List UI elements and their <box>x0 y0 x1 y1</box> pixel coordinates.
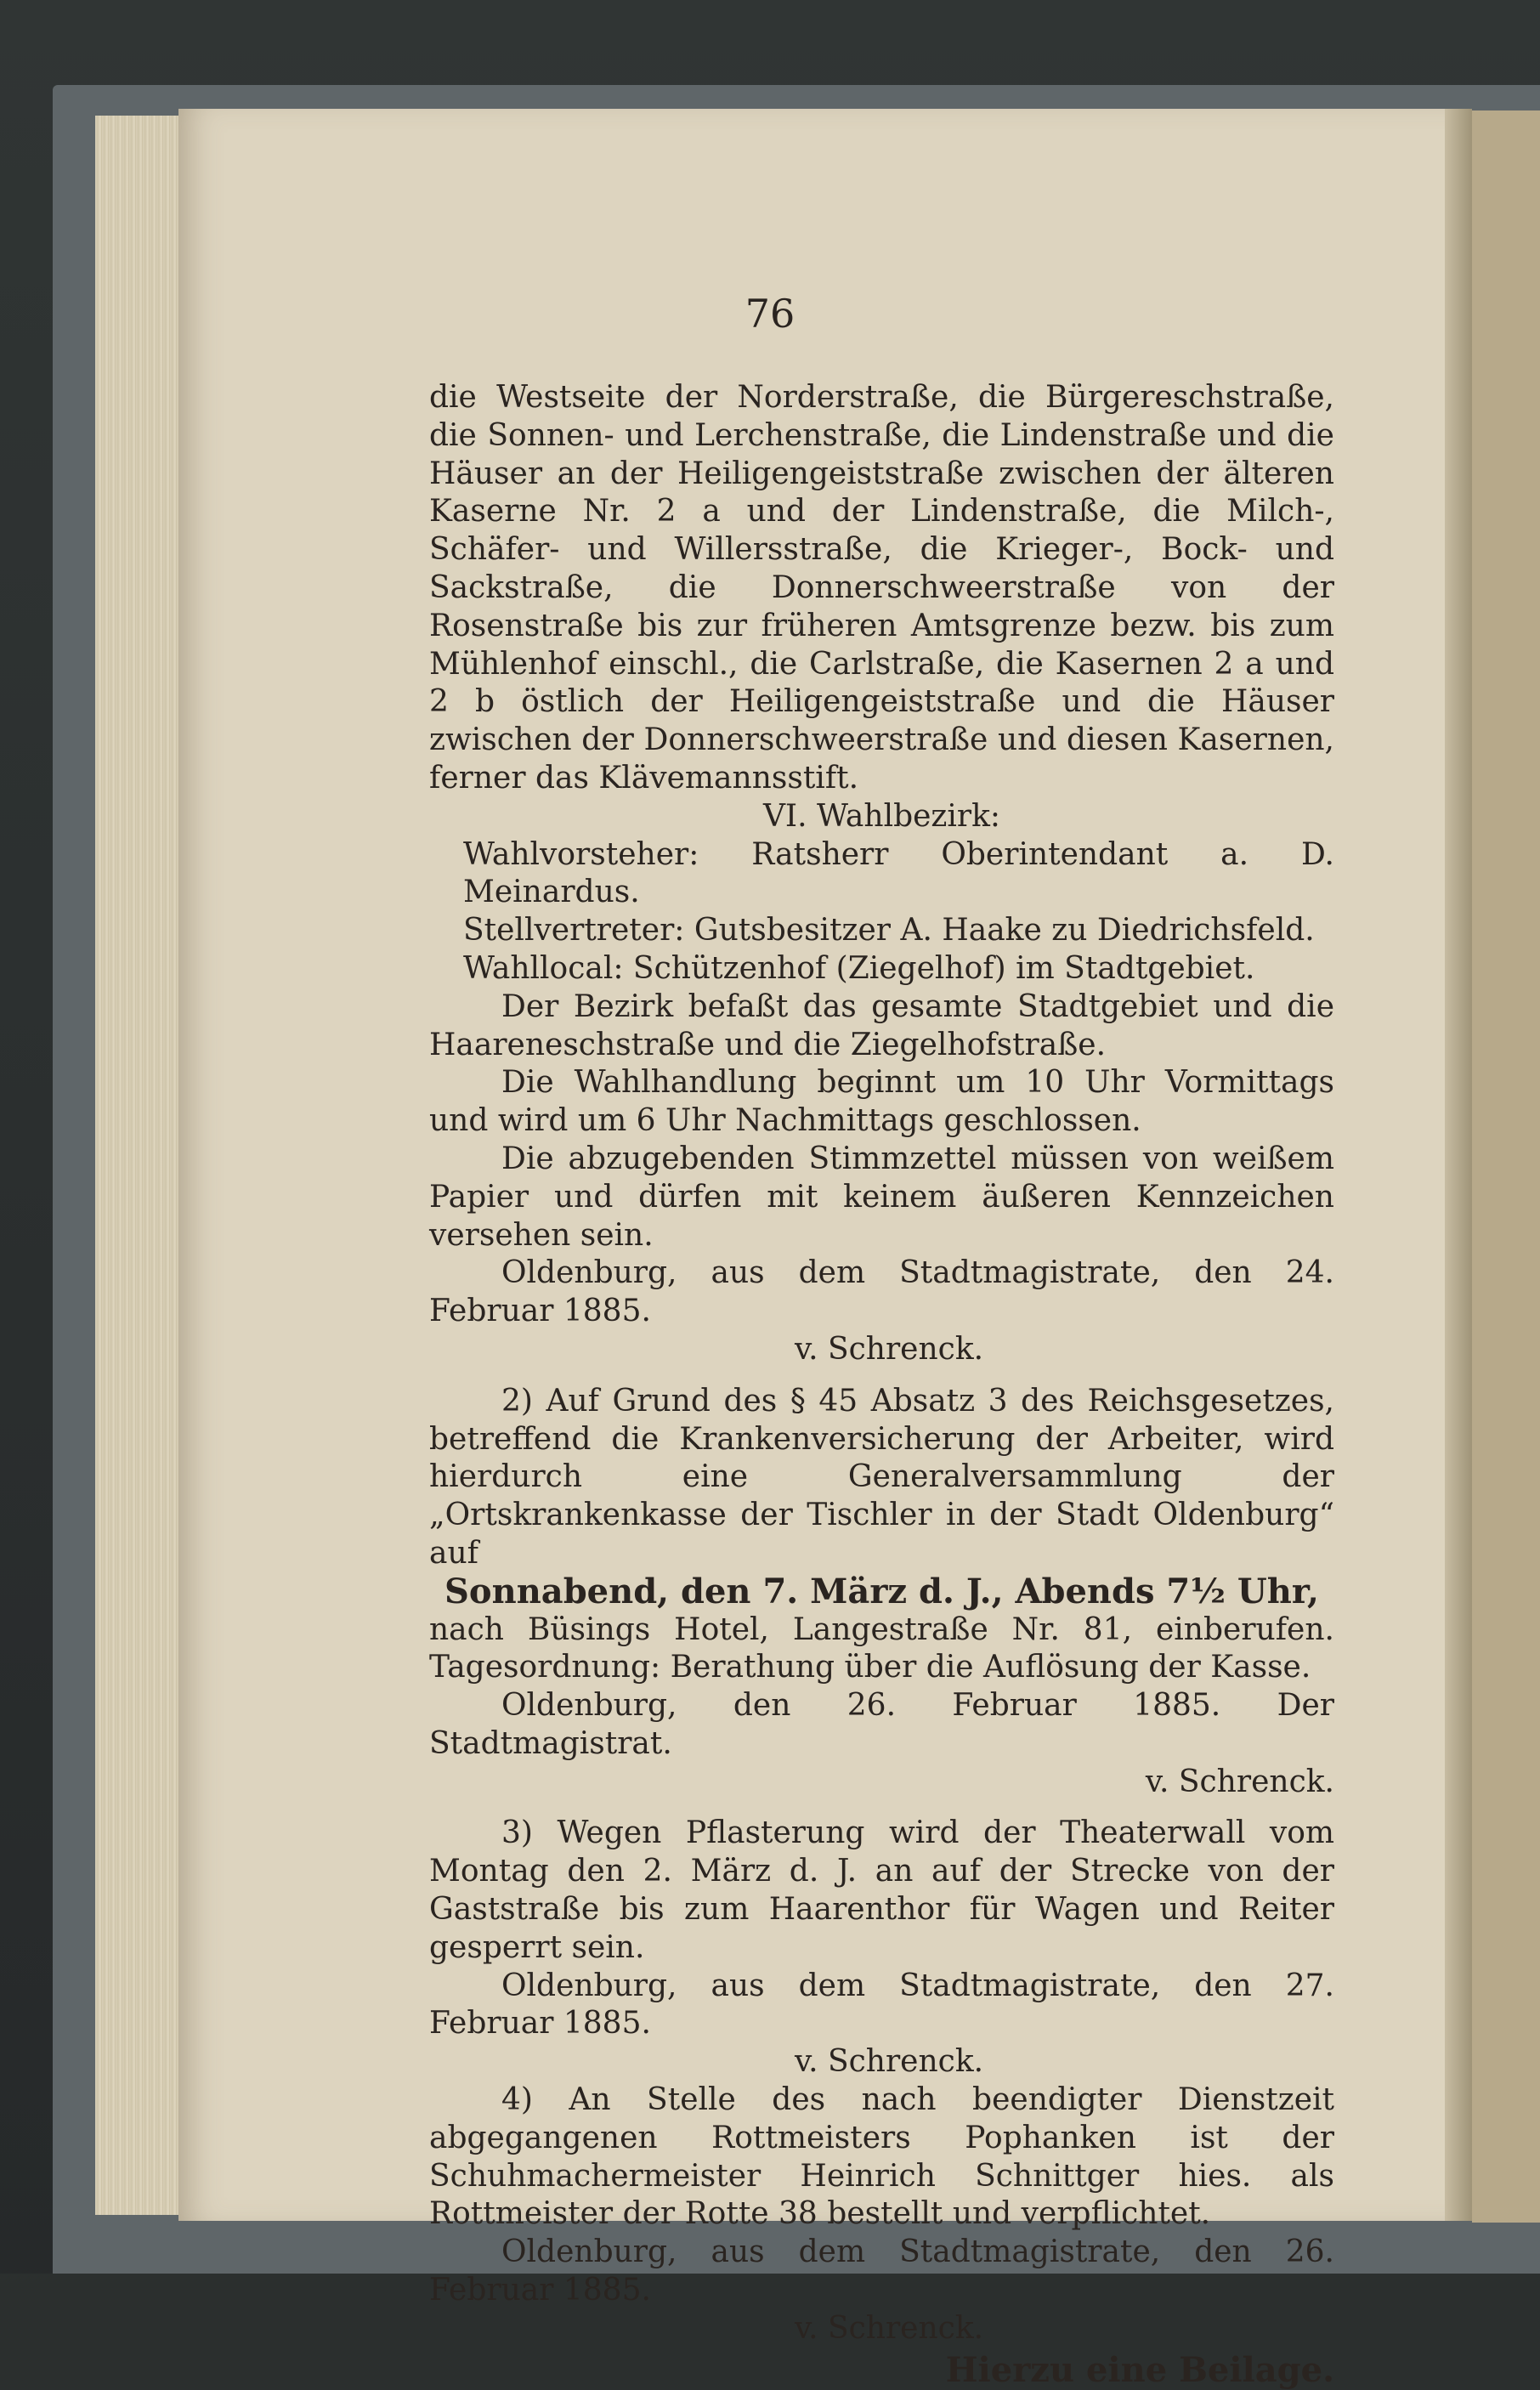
paragraph: Oldenburg, aus dem Stadtmagistrate, den 26. Februar 1885. <box>429 2234 1334 2308</box>
book-gutter <box>1445 109 1472 2221</box>
page-edges <box>95 116 189 2215</box>
paragraph: Oldenburg, aus dem Stadtmagistrate, den 24. Februar 1885. <box>429 1255 1334 1329</box>
paragraph: Oldenburg, den 26. Februar 1885. Der Stadtmagistrat. <box>429 1688 1334 1761</box>
spacer <box>429 1369 1334 1383</box>
next-page-edge <box>1472 110 1540 2223</box>
paragraph: Wahlvorsteher: Ratsherr Oberintendant a. D. Meinardus. <box>463 836 1334 910</box>
paragraph: Der Bezirk befaßt das gesamte Stadtgebiet und die Haareneschstraße und die Ziegelhofstraße. <box>429 988 1334 1062</box>
paragraph: v. Schrenck. <box>795 1331 984 1367</box>
paragraph: die Westseite der Norderstraße, die Bürgereschstraße, die Sonnen- und Lerchenstraße, die Lindenstraße und die Häuser an der Heiligengeiststraße zwischen der älteren Kaserne Nr. 2 a und der Lindenstraße, die Milch-, Schäfer- und Willersstraße, die Krieger-, Bock- und Sackstraße, die Donnerschweerstraße von der Rosenstraße bis zur früheren Amtsgrenze bezw. bis zum Mühlenhof einschl., die Carlstraße, die Kasernen 2 a und 2 b östlich der Heiligengeiststraße und die Häuser zwischen der Donnerschweerstraße und diesen Kasernen, ferner das Klävemannsstift. <box>429 380 1334 796</box>
paragraph: 2) Auf Grund des § 45 Absatz 3 des Reichsgesetzes, betreffend die Krankenversicherung der Arbeiter, wird hierdurch eine Generalversammlung der „Ortskrankenkasse der Tischler in der Stadt Oldenburg“ auf <box>429 1383 1334 1571</box>
paragraph: v. Schrenck. <box>1145 1764 1334 1799</box>
paragraph: Hierzu eine Beilage. <box>945 2349 1334 2390</box>
paragraph: v. Schrenck. <box>795 2044 984 2080</box>
paragraph: Die Wahlhandlung beginnt um 10 Uhr Vormittags und wird um 6 Uhr Nachmittags geschlossen. <box>429 1065 1334 1139</box>
paragraph: 3) Wegen Pflasterung wird der Theaterwall vom Montag den 2. März d. J. an auf der Strecke von der Gaststraße bis zum Haarenthor für Wagen und Reiter gesperrt sein. <box>429 1815 1334 1965</box>
paragraph: nach Büsings Hotel, Langestraße Nr. 81, einberufen. Tagesordnung: Berathung über die Auflösung der Kasse. <box>429 1611 1334 1685</box>
paragraph: Wahllocal: Schützenhof (Ziegelhof) im Stadtgebiet. <box>463 950 1255 986</box>
paragraph: Sonnabend, den 7. März d. J., Abends 7½ Uhr, <box>444 1571 1319 1611</box>
paragraph: v. Schrenck. <box>795 2310 984 2346</box>
paragraph: Stellvertreter: Gutsbesitzer A. Haake zu Diedrichsfeld. <box>463 913 1315 949</box>
page-number: 76 <box>745 291 795 337</box>
paragraph: 4) An Stelle des nach beendigter Dienstzeit abgegangenen Rottmeisters Pophanken ist der Schuhmachermeister Heinrich Schnittger hies. als Rottmeister der Rotte 38 bestellt und verpflichtet. <box>429 2082 1334 2232</box>
paragraph: Oldenburg, aus dem Stadtmagistrate, den 27. Februar 1885. <box>429 1968 1334 2042</box>
page-text <box>429 379 1334 2389</box>
paragraph: Die abzugebenden Stimmzettel müssen von weißem Papier und dürfen mit keinem äußeren Kennzeichen versehen sein. <box>429 1141 1334 1253</box>
spacer <box>429 1801 1334 1815</box>
paragraph: VI. Wahlbezirk: <box>762 798 1001 834</box>
